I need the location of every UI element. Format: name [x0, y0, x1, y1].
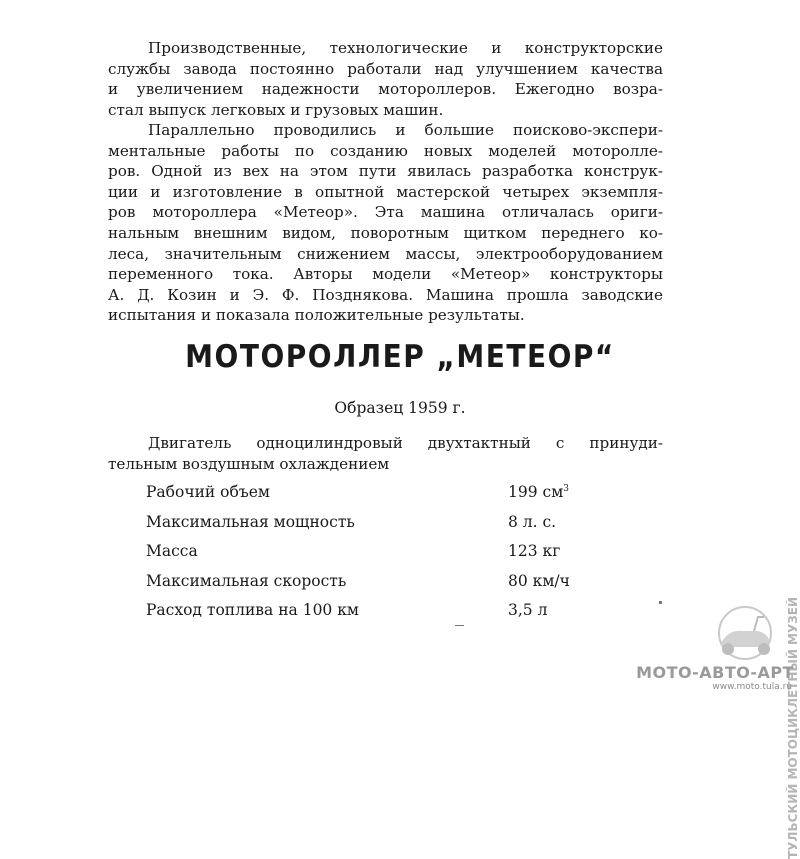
spec-label: Масса [146, 542, 198, 560]
section-subtitle: Образец 1959 г. [334, 399, 466, 417]
paragraph-1 [108, 38, 663, 120]
paragraph-line: стал выпуск легковых и грузовых машин. [108, 100, 444, 119]
watermark-side-text: ТУЛЬСКИЙ МОТОЦИКЛЕТНЫЙ МУЗЕЙ [786, 597, 800, 859]
spec-row [146, 572, 626, 602]
print-speck [455, 625, 464, 626]
engine-line: Двигатель одноцилиндровый двухтактный с принуди- [148, 434, 663, 452]
paragraph-2 [108, 120, 663, 326]
spec-row [146, 542, 626, 572]
paragraph-line: ментальные работы по созданию новых моделей моторолле- [108, 141, 663, 160]
engine-description [108, 433, 663, 474]
paragraph-line: ров. Одной из вех на этом пути явилась разработка конструк- [108, 162, 663, 181]
paragraph-line: переменного тока. Авторы модели «Метеор» конструкторы [108, 265, 663, 284]
spec-value: 123 кг [508, 542, 561, 560]
watermark-name: МОТО-АВТО-АРТ [636, 663, 794, 682]
spec-label: Максимальная скорость [146, 571, 347, 590]
paragraph-line: А. Д. Козин и Э. Ф. Позднякова. Машина прошла заводские [108, 285, 663, 304]
paragraph-line: службы завода постоянно работали над улучшением качества [108, 59, 663, 78]
spec-row [146, 483, 626, 513]
spec-value-superscript: 3 [563, 483, 569, 494]
paragraph-line: нальным внешним видом, поворотным щитком переднего ко- [108, 223, 663, 242]
spec-value: 3,5 л [508, 601, 548, 619]
spec-row [146, 601, 626, 631]
spec-label: Рабочий объем [146, 483, 270, 501]
spec-value-text: 199 см [508, 483, 564, 501]
paragraph-line: ров мотороллера «Метеор». Эта машина отличалась ориги- [108, 203, 663, 222]
spec-label: Расход топлива на 100 км [146, 601, 359, 619]
museum-watermark[interactable] [636, 597, 800, 859]
spec-value [508, 483, 569, 501]
print-speck [659, 601, 662, 604]
section-title: МОТОРОЛЛЕР „МЕТЕОР“ [185, 338, 615, 375]
paragraph-line: ции и изготовление в опытной мастерской четырех экземпля- [108, 182, 663, 201]
paragraph-line: Производственные, технологические и конструкторские [148, 39, 663, 57]
scooter-logo-icon [698, 603, 788, 665]
paragraph-line: испытания и показала положительные результаты. [108, 306, 525, 325]
spec-row [146, 513, 626, 543]
paragraph-line: Параллельно проводились и большие поисково-экспери- [148, 121, 663, 139]
spec-value: 8 л. с. [508, 512, 557, 531]
engine-line: тельным воздушным охлаждением [108, 454, 390, 473]
spec-value: 80 км/ч [508, 571, 570, 590]
paragraph-line: леса, значительным снижением массы, электрооборудованием [108, 244, 663, 263]
spec-label: Максимальная мощность [146, 512, 355, 531]
watermark-url-link[interactable]: www.moto.tula.ru [712, 682, 792, 692]
spec-table [146, 483, 626, 631]
paragraph-line: и увеличением надежности мотороллеров. Ежегодно возра- [108, 80, 663, 99]
